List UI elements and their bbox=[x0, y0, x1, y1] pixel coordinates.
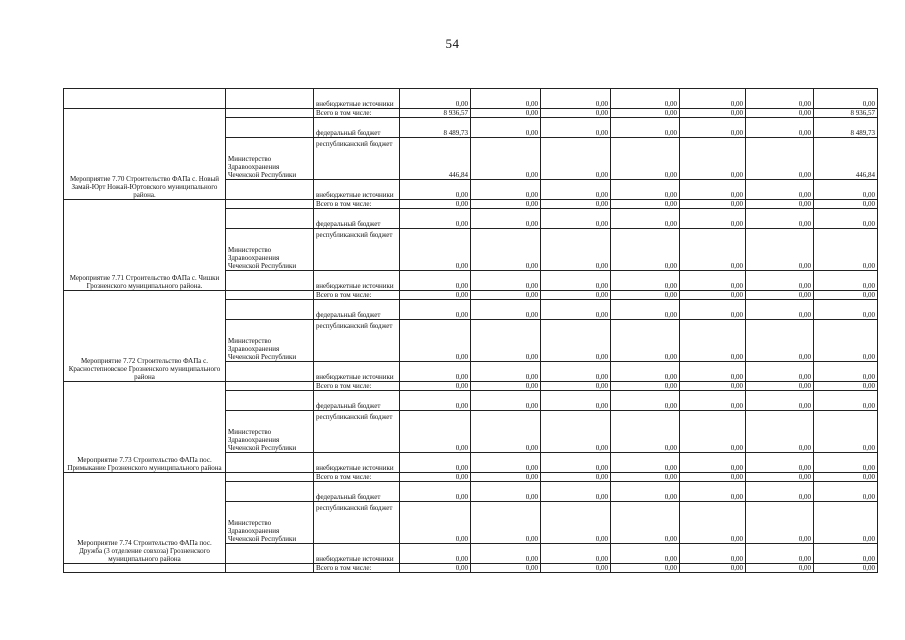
amount-cell: 0,00 bbox=[541, 502, 611, 544]
amount-cell: 0,00 bbox=[680, 291, 746, 300]
amount-cell: 0,00 bbox=[814, 320, 878, 362]
amount-cell: 0,00 bbox=[471, 362, 541, 382]
amount-cell: 0,00 bbox=[400, 544, 471, 564]
event-title: Мероприятие 7.71 Строительство ФАПа с. Чишки Грозненского муниципального района. bbox=[64, 200, 226, 291]
amount-cell: 0,00 bbox=[746, 209, 814, 229]
amount-cell: 0,00 bbox=[680, 391, 746, 411]
source-total: Всего в том числе: bbox=[314, 473, 400, 482]
amount-cell: 0,00 bbox=[814, 89, 878, 109]
amount-cell: 0,00 bbox=[746, 118, 814, 138]
page-number: 54 bbox=[445, 36, 460, 51]
amount-cell: 0,00 bbox=[680, 271, 746, 291]
amount-cell: 0,00 bbox=[611, 411, 680, 453]
amount-cell: 0,00 bbox=[746, 453, 814, 473]
amount-cell: 0,00 bbox=[471, 209, 541, 229]
source-republic: республиканский бюджет bbox=[314, 138, 400, 180]
source-total: Всего в том числе: bbox=[314, 200, 400, 209]
source-federal: федеральный бюджет bbox=[314, 391, 400, 411]
executor: Министерство Здравоохранения Чеченской Республики bbox=[226, 229, 314, 271]
amount-cell: 0,00 bbox=[611, 209, 680, 229]
amount-cell: 0,00 bbox=[680, 411, 746, 453]
source-total: Всего в том числе: bbox=[314, 109, 400, 118]
amount-cell: 0,00 bbox=[746, 180, 814, 200]
amount-cell: 0,00 bbox=[400, 291, 471, 300]
amount-cell: 8 489,73 bbox=[814, 118, 878, 138]
amount-cell: 0,00 bbox=[471, 271, 541, 291]
source-other: внебюджетные источники bbox=[314, 544, 400, 564]
amount-cell: 0,00 bbox=[680, 209, 746, 229]
amount-cell: 0,00 bbox=[400, 453, 471, 473]
amount-cell: 0,00 bbox=[400, 382, 471, 391]
amount-cell: 0,00 bbox=[611, 109, 680, 118]
amount-cell: 446,84 bbox=[400, 138, 471, 180]
amount-cell: 0,00 bbox=[471, 320, 541, 362]
amount-cell: 0,00 bbox=[471, 482, 541, 502]
amount-cell: 0,00 bbox=[746, 502, 814, 544]
executor-cell-empty bbox=[226, 209, 314, 229]
executor-cell-empty bbox=[226, 180, 314, 200]
amount-cell: 0,00 bbox=[471, 200, 541, 209]
amount-cell: 0,00 bbox=[746, 320, 814, 362]
event-title: Мероприятие 7.72 Строительство ФАПа с. Красностепновское Грозненского муниципального района bbox=[64, 291, 226, 382]
amount-cell: 0,00 bbox=[541, 118, 611, 138]
amount-cell: 0,00 bbox=[680, 453, 746, 473]
amount-cell: 0,00 bbox=[680, 502, 746, 544]
source-total: Всего в том числе: bbox=[314, 564, 400, 573]
source-other: внебюджетные источники bbox=[314, 271, 400, 291]
amount-cell: 0,00 bbox=[611, 291, 680, 300]
amount-cell: 0,00 bbox=[400, 89, 471, 109]
amount-cell: 0,00 bbox=[400, 320, 471, 362]
source-republic: республиканский бюджет bbox=[314, 229, 400, 271]
amount-cell: 0,00 bbox=[611, 391, 680, 411]
executor-cell-empty bbox=[226, 109, 314, 118]
source-federal: федеральный бюджет bbox=[314, 118, 400, 138]
executor-cell-empty bbox=[226, 300, 314, 320]
source-republic: республиканский бюджет bbox=[314, 411, 400, 453]
amount-cell: 0,00 bbox=[471, 411, 541, 453]
amount-cell: 0,00 bbox=[611, 453, 680, 473]
source-republic: республиканский бюджет bbox=[314, 320, 400, 362]
amount-cell: 0,00 bbox=[611, 564, 680, 573]
amount-cell: 446,84 bbox=[814, 138, 878, 180]
event-cell-next bbox=[64, 564, 226, 573]
amount-cell: 0,00 bbox=[541, 300, 611, 320]
executor-cell-empty bbox=[226, 382, 314, 391]
amount-cell: 0,00 bbox=[746, 200, 814, 209]
source-other: внебюджетные источники bbox=[314, 362, 400, 382]
amount-cell: 0,00 bbox=[611, 473, 680, 482]
amount-cell: 0,00 bbox=[541, 453, 611, 473]
amount-cell: 0,00 bbox=[541, 89, 611, 109]
amount-cell: 0,00 bbox=[471, 109, 541, 118]
executor-cell-empty bbox=[226, 271, 314, 291]
table-row bbox=[64, 291, 878, 300]
amount-cell: 0,00 bbox=[541, 411, 611, 453]
amount-cell: 0,00 bbox=[541, 271, 611, 291]
amount-cell: 8 489,73 bbox=[400, 118, 471, 138]
amount-cell: 0,00 bbox=[814, 544, 878, 564]
amount-cell: 0,00 bbox=[400, 209, 471, 229]
amount-cell: 0,00 bbox=[400, 502, 471, 544]
amount-cell: 0,00 bbox=[814, 300, 878, 320]
amount-cell: 0,00 bbox=[814, 391, 878, 411]
amount-cell: 0,00 bbox=[400, 200, 471, 209]
amount-cell: 0,00 bbox=[814, 229, 878, 271]
executor-cell-empty bbox=[226, 362, 314, 382]
budget-table bbox=[63, 88, 878, 573]
amount-cell: 0,00 bbox=[471, 291, 541, 300]
amount-cell: 0,00 bbox=[471, 453, 541, 473]
event-title: Мероприятие 7.73 Строительство ФАПа пос. Примыкание Грозненского муниципального района bbox=[64, 382, 226, 473]
amount-cell: 0,00 bbox=[611, 200, 680, 209]
amount-cell: 0,00 bbox=[611, 482, 680, 502]
executor-cell-empty bbox=[226, 564, 314, 573]
amount-cell: 0,00 bbox=[746, 138, 814, 180]
amount-cell: 0,00 bbox=[611, 271, 680, 291]
amount-cell: 0,00 bbox=[541, 109, 611, 118]
amount-cell: 0,00 bbox=[680, 200, 746, 209]
amount-cell: 0,00 bbox=[680, 300, 746, 320]
amount-cell: 0,00 bbox=[400, 482, 471, 502]
event-cell-continued bbox=[64, 89, 226, 109]
amount-cell: 0,00 bbox=[814, 453, 878, 473]
executor-cell-empty bbox=[226, 391, 314, 411]
source-other: внебюджетные источники bbox=[314, 89, 400, 109]
executor: Министерство Здравоохранения Чеченской Республики bbox=[226, 502, 314, 544]
amount-cell: 0,00 bbox=[746, 109, 814, 118]
amount-cell: 0,00 bbox=[746, 473, 814, 482]
amount-cell: 0,00 bbox=[541, 291, 611, 300]
amount-cell: 0,00 bbox=[814, 502, 878, 544]
executor-cell-empty bbox=[226, 473, 314, 482]
amount-cell: 0,00 bbox=[814, 473, 878, 482]
table-row bbox=[64, 473, 878, 482]
amount-cell: 0,00 bbox=[541, 564, 611, 573]
amount-cell: 0,00 bbox=[611, 320, 680, 362]
amount-cell: 0,00 bbox=[814, 564, 878, 573]
amount-cell: 0,00 bbox=[814, 271, 878, 291]
amount-cell: 0,00 bbox=[471, 138, 541, 180]
amount-cell: 0,00 bbox=[541, 482, 611, 502]
table-row bbox=[64, 382, 878, 391]
amount-cell: 0,00 bbox=[814, 180, 878, 200]
amount-cell: 0,00 bbox=[541, 180, 611, 200]
amount-cell: 0,00 bbox=[541, 362, 611, 382]
amount-cell: 0,00 bbox=[746, 362, 814, 382]
amount-cell: 0,00 bbox=[746, 291, 814, 300]
amount-cell: 0,00 bbox=[814, 362, 878, 382]
amount-cell: 0,00 bbox=[746, 229, 814, 271]
amount-cell: 0,00 bbox=[611, 180, 680, 200]
amount-cell: 0,00 bbox=[814, 209, 878, 229]
amount-cell: 0,00 bbox=[541, 138, 611, 180]
amount-cell: 0,00 bbox=[471, 502, 541, 544]
amount-cell: 0,00 bbox=[400, 271, 471, 291]
amount-cell: 0,00 bbox=[814, 411, 878, 453]
amount-cell: 0,00 bbox=[680, 229, 746, 271]
amount-cell: 8 936,57 bbox=[814, 109, 878, 118]
amount-cell: 0,00 bbox=[541, 229, 611, 271]
amount-cell: 0,00 bbox=[541, 320, 611, 362]
amount-cell: 0,00 bbox=[680, 180, 746, 200]
amount-cell: 0,00 bbox=[471, 180, 541, 200]
source-federal: федеральный бюджет bbox=[314, 209, 400, 229]
amount-cell: 0,00 bbox=[471, 229, 541, 271]
amount-cell: 0,00 bbox=[471, 544, 541, 564]
amount-cell: 0,00 bbox=[746, 564, 814, 573]
table-row bbox=[64, 564, 878, 573]
source-other: внебюджетные источники bbox=[314, 453, 400, 473]
amount-cell: 0,00 bbox=[680, 89, 746, 109]
executor-cell-empty bbox=[226, 291, 314, 300]
amount-cell: 0,00 bbox=[471, 382, 541, 391]
amount-cell: 0,00 bbox=[541, 544, 611, 564]
executor-cell-empty bbox=[226, 453, 314, 473]
budget-table-body bbox=[64, 89, 878, 573]
amount-cell: 0,00 bbox=[400, 300, 471, 320]
amount-cell: 0,00 bbox=[680, 109, 746, 118]
amount-cell: 0,00 bbox=[400, 229, 471, 271]
executor-cell-empty bbox=[226, 544, 314, 564]
amount-cell: 0,00 bbox=[400, 391, 471, 411]
table-row bbox=[64, 109, 878, 118]
amount-cell: 0,00 bbox=[611, 300, 680, 320]
amount-cell: 0,00 bbox=[814, 382, 878, 391]
amount-cell: 0,00 bbox=[814, 482, 878, 502]
source-federal: федеральный бюджет bbox=[314, 300, 400, 320]
executor-cell-empty bbox=[226, 118, 314, 138]
amount-cell: 0,00 bbox=[611, 382, 680, 391]
amount-cell: 0,00 bbox=[746, 382, 814, 391]
amount-cell: 0,00 bbox=[541, 391, 611, 411]
amount-cell: 0,00 bbox=[680, 362, 746, 382]
executor: Министерство Здравоохранения Чеченской Республики bbox=[226, 320, 314, 362]
amount-cell: 0,00 bbox=[611, 89, 680, 109]
executor-cell-empty bbox=[226, 482, 314, 502]
amount-cell: 0,00 bbox=[746, 271, 814, 291]
source-total: Всего в том числе: bbox=[314, 291, 400, 300]
amount-cell: 0,00 bbox=[611, 118, 680, 138]
amount-cell: 0,00 bbox=[680, 320, 746, 362]
amount-cell: 8 936,57 bbox=[400, 109, 471, 118]
executor: Министерство Здравоохранения Чеченской Республики bbox=[226, 411, 314, 453]
amount-cell: 0,00 bbox=[680, 482, 746, 502]
amount-cell: 0,00 bbox=[471, 564, 541, 573]
amount-cell: 0,00 bbox=[471, 391, 541, 411]
amount-cell: 0,00 bbox=[541, 473, 611, 482]
amount-cell: 0,00 bbox=[541, 382, 611, 391]
amount-cell: 0,00 bbox=[680, 544, 746, 564]
amount-cell: 0,00 bbox=[471, 473, 541, 482]
event-title: Мероприятие 7.70 Строительство ФАПа с. Новый Замай-Юрт Ножай-Юртовского муниципального района. bbox=[64, 109, 226, 200]
amount-cell: 0,00 bbox=[680, 118, 746, 138]
source-republic: республиканский бюджет bbox=[314, 502, 400, 544]
amount-cell: 0,00 bbox=[680, 382, 746, 391]
executor-cell-empty bbox=[226, 200, 314, 209]
amount-cell: 0,00 bbox=[541, 209, 611, 229]
executor: Министерство Здравоохранения Чеченской Республики bbox=[226, 138, 314, 180]
amount-cell: 0,00 bbox=[746, 482, 814, 502]
amount-cell: 0,00 bbox=[471, 118, 541, 138]
amount-cell: 0,00 bbox=[611, 362, 680, 382]
amount-cell: 0,00 bbox=[746, 411, 814, 453]
amount-cell: 0,00 bbox=[746, 300, 814, 320]
table-row bbox=[64, 200, 878, 209]
event-title: Мероприятие 7.74 Строительство ФАПа пос. Дружба (3 отделение совхоза) Грозненского муниципального района bbox=[64, 473, 226, 564]
amount-cell: 0,00 bbox=[400, 411, 471, 453]
amount-cell: 0,00 bbox=[471, 300, 541, 320]
amount-cell: 0,00 bbox=[680, 138, 746, 180]
amount-cell: 0,00 bbox=[400, 362, 471, 382]
amount-cell: 0,00 bbox=[814, 291, 878, 300]
amount-cell: 0,00 bbox=[541, 200, 611, 209]
source-other: внебюджетные источники bbox=[314, 180, 400, 200]
executor-cell-continued bbox=[226, 89, 314, 109]
source-federal: федеральный бюджет bbox=[314, 482, 400, 502]
amount-cell: 0,00 bbox=[746, 544, 814, 564]
amount-cell: 0,00 bbox=[746, 89, 814, 109]
source-total: Всего в том числе: bbox=[314, 382, 400, 391]
amount-cell: 0,00 bbox=[611, 138, 680, 180]
amount-cell: 0,00 bbox=[680, 564, 746, 573]
amount-cell: 0,00 bbox=[611, 229, 680, 271]
amount-cell: 0,00 bbox=[400, 180, 471, 200]
amount-cell: 0,00 bbox=[471, 89, 541, 109]
amount-cell: 0,00 bbox=[400, 564, 471, 573]
amount-cell: 0,00 bbox=[400, 473, 471, 482]
amount-cell: 0,00 bbox=[611, 544, 680, 564]
amount-cell: 0,00 bbox=[746, 391, 814, 411]
amount-cell: 0,00 bbox=[680, 473, 746, 482]
amount-cell: 0,00 bbox=[814, 200, 878, 209]
amount-cell: 0,00 bbox=[611, 502, 680, 544]
table-row bbox=[64, 89, 878, 109]
